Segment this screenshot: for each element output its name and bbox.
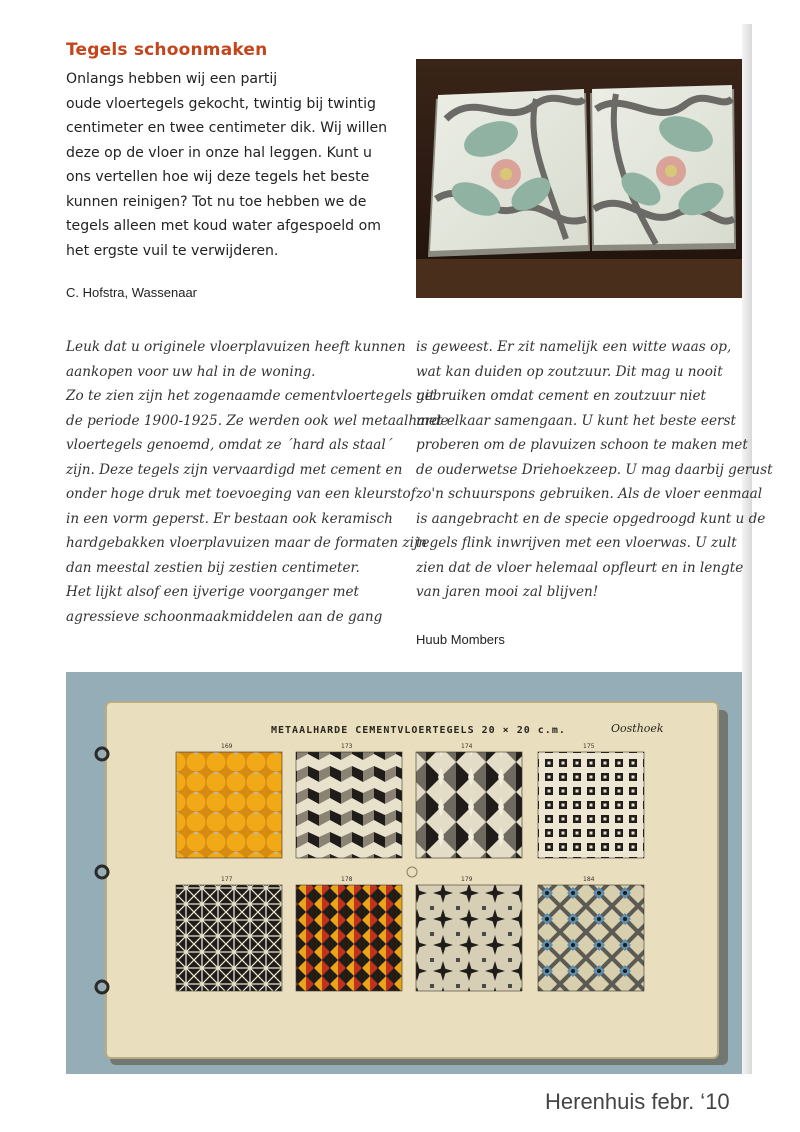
question-line: kunnen reinigen? Tot nu toe hebben we de [66,193,367,210]
answer-line: is geweest. Er zit namelijk een witte waas op, [416,339,732,355]
tile-catalog-photo [66,672,742,1074]
tiles-photo [416,59,742,298]
question-line: centimeter en twee centimeter dik. Wij willen [66,120,388,136]
answer-line: dan meestal zestien bij zestien centimeter. [66,559,360,576]
answer-line: is aangebracht en de specie opgedroogd kunt u de [416,510,766,527]
question-line: tegels alleen met koud water afgespoeld om [66,218,381,234]
footer-source: Herenhuis febr. ‘10 [545,1089,730,1114]
tile-number: 174 [461,743,473,750]
tile-swatch [296,752,402,858]
question-line: het ergste vuil te verwijderen. [66,242,279,259]
tile-number: 175 [583,743,595,750]
answer-line: zijn. Deze tegels zijn vervaardigd met cement en [66,461,403,478]
tile-swatch [416,885,522,991]
answer-line: vloertegels genoemd, omdat ze ´hard als staal´ [66,437,393,453]
answer-line: zo'n schuurspons gebruiken. Als de vloer eenmaal [416,486,763,502]
answer-column-right [416,335,773,605]
tile-number: 184 [583,876,595,883]
tile-swatch [538,885,644,991]
answer-line: Het lijkt alsof een ijverige voorganger met [66,584,360,600]
article-title: Tegels schoonmaken [66,40,268,60]
answer-line: van jaren mooi zal blijven! [416,584,599,600]
answer-line: in een vorm geperst. Er bestaan ook keramisch [66,510,393,527]
answer-line: hardgebakken vloerplavuizen maar de formaten zijn [66,535,427,551]
catalog-heading: METAALHARDE CEMENTVLOERTEGELS 20 × 20 c.m. [271,725,566,736]
answer-line: zien dat de vloer helemaal opfleurt en in lengte [416,559,744,576]
tile-swatch [416,752,522,858]
reader-question [66,67,411,263]
tile-number: 178 [341,876,353,883]
answer-line: Leuk dat u originele vloerplavuizen heeft kunnen [66,339,406,355]
answer-line: agressieve schoonmaakmiddelen aan de gang [66,608,383,625]
question-author: C. Hofstra, Wassenaar [66,285,198,300]
answer-line: gebruiken omdat cement en zoutzuur niet [416,388,706,404]
question-line: deze op de vloer in onze hal leggen. Kunt u [66,144,372,161]
question-line: ons vertellen hoe wij deze tegels het beste [66,169,370,185]
tile-swatch [176,885,282,991]
tile-swatch [176,752,282,858]
answer-line: de ouderwetse Driehoekzeep. U mag daarbij gerust [416,461,773,478]
answer-line: aankopen voor uw hal in de woning. [66,363,316,380]
catalog-brand: Oosthoek [611,722,664,735]
answer-column-left [66,335,448,629]
tile-number: 179 [461,876,473,883]
question-line: Onlangs hebben wij een partij [66,71,278,87]
answer-line: proberen om de plavuizen schoon te maken met [416,437,748,453]
answer-line: onder hoge druk met toevoeging van een kleurstof [66,486,416,502]
answer-author: Huub Mombers [416,632,505,647]
question-line: oude vloertegels gekocht, twintig bij twintig [66,95,376,112]
tile-swatch [538,752,644,858]
answer-line: met elkaar samengaan. U kunt het beste eerst [416,412,736,429]
tile-number: 169 [221,743,233,750]
answer-line: de periode 1900-1925. Ze werden ook wel metaalharde [66,412,449,429]
tile-number: 177 [221,876,233,883]
tile-swatch [296,885,402,991]
answer-line: wat kan duiden op zoutzuur. Dit mag u nooit [416,363,723,380]
answer-line: Zo te zien zijn het zogenaamde cementvloertegels uit [66,388,435,404]
tile-number: 173 [341,743,353,750]
answer-line: tegels flink inwrijven met een vloerwas. U zult [416,535,737,551]
